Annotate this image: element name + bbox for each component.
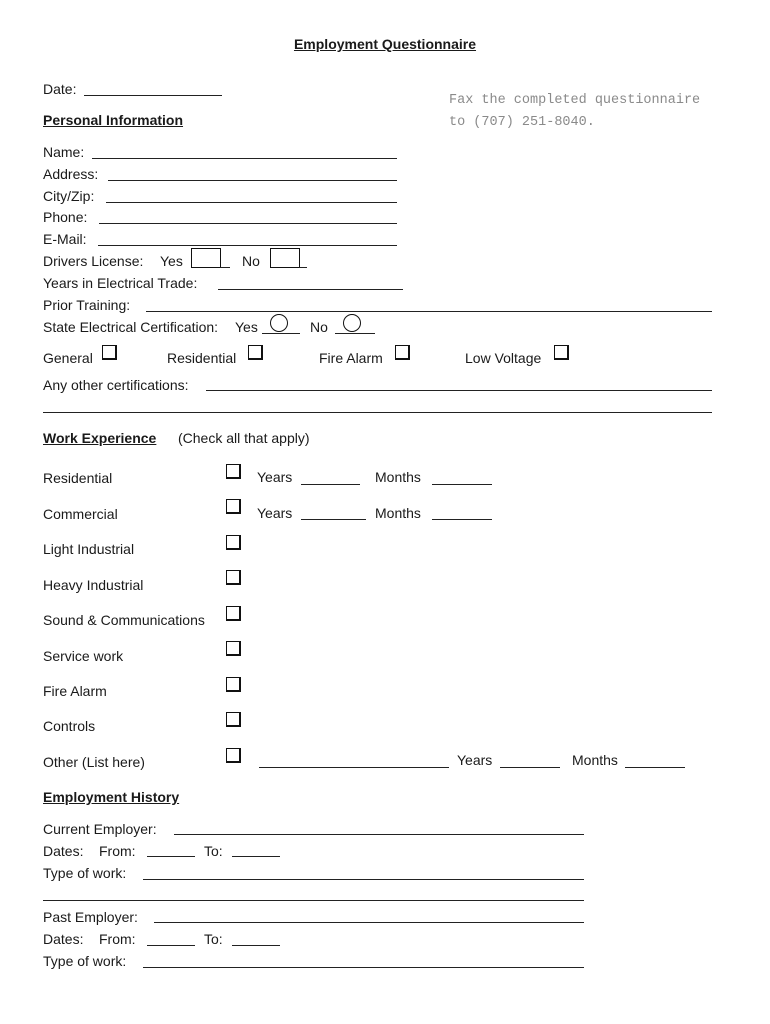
past-employer-label: Past Employer:	[43, 909, 138, 925]
phone-field[interactable]	[99, 223, 397, 224]
cert-fire-alarm-label: Fire Alarm	[319, 350, 383, 366]
from-label: From:	[99, 931, 136, 947]
cert-general-label: General	[43, 350, 93, 366]
current-to-field[interactable]	[232, 856, 280, 857]
work-service-checkbox[interactable]	[226, 641, 241, 656]
phone-label: Phone:	[43, 209, 88, 225]
past-employer-field[interactable]	[154, 922, 584, 923]
from-label: From:	[99, 843, 136, 859]
current-type-field[interactable]	[143, 879, 584, 880]
no-underline	[299, 267, 307, 268]
work-residential-checkbox[interactable]	[226, 464, 241, 479]
other-months-field[interactable]	[625, 767, 685, 768]
work-experience-note: (Check all that apply)	[178, 430, 310, 446]
cert-low-voltage-label: Low Voltage	[465, 350, 542, 366]
state-cert-no-label: No	[310, 319, 328, 335]
state-cert-label: State Electrical Certification:	[43, 319, 219, 335]
email-label: E-Mail:	[43, 231, 87, 247]
type-of-work-label: Type of work:	[43, 953, 127, 969]
drivers-license-yes-label: Yes	[160, 253, 183, 269]
work-sound-comm-checkbox[interactable]	[226, 606, 241, 621]
work-item-label: Service work	[43, 648, 124, 664]
years-trade-field[interactable]	[218, 289, 403, 290]
employment-history-heading: Employment History	[43, 789, 180, 805]
current-from-field[interactable]	[147, 856, 195, 857]
address-label: Address:	[43, 166, 99, 182]
other-certs-field-2[interactable]	[43, 412, 712, 413]
prior-training-label: Prior Training:	[43, 297, 131, 313]
past-to-field[interactable]	[232, 945, 280, 946]
work-commercial-checkbox[interactable]	[226, 499, 241, 514]
years-trade-label: Years in Electrical Trade:	[43, 275, 198, 291]
cert-residential-checkbox[interactable]	[248, 345, 263, 360]
months-label: Months	[375, 469, 421, 485]
work-item-label: Light Industrial	[43, 541, 135, 557]
work-heavy-industrial-checkbox[interactable]	[226, 570, 241, 585]
state-cert-no-underline	[335, 333, 375, 334]
work-light-industrial-checkbox[interactable]	[226, 535, 241, 550]
work-controls-checkbox[interactable]	[226, 712, 241, 727]
cityzip-label: City/Zip:	[43, 188, 95, 204]
cert-fire-alarm-checkbox[interactable]	[395, 345, 410, 360]
prior-training-field[interactable]	[146, 311, 712, 312]
work-experience-heading: Work Experience	[43, 430, 157, 446]
years-label: Years	[257, 505, 293, 521]
commercial-years-field[interactable]	[301, 519, 366, 520]
page-title: Employment Questionnaire	[293, 36, 477, 52]
other-years-field[interactable]	[500, 767, 560, 768]
fax-note: Fax the completed questionnaire to (707) 251-8040.	[449, 93, 701, 130]
drivers-license-no-label: No	[242, 253, 260, 269]
months-label: Months	[572, 752, 618, 768]
other-list-field[interactable]	[259, 767, 449, 768]
cert-residential-label: Residential	[167, 350, 237, 366]
other-certs-field[interactable]	[206, 390, 712, 391]
state-cert-yes-label: Yes	[235, 319, 258, 335]
residential-years-field[interactable]	[301, 484, 360, 485]
address-field[interactable]	[108, 180, 397, 181]
work-item-label: Sound & Communications	[43, 612, 205, 628]
email-field[interactable]	[98, 245, 397, 246]
date-field[interactable]	[84, 95, 222, 96]
drivers-license-label: Drivers License:	[43, 253, 144, 269]
to-label: To:	[204, 843, 223, 859]
drivers-license-no-box[interactable]	[270, 248, 300, 268]
current-employer-field[interactable]	[174, 834, 584, 835]
work-other-checkbox[interactable]	[226, 748, 241, 763]
work-item-label: Controls	[43, 718, 96, 734]
months-label: Months	[375, 505, 421, 521]
cert-general-checkbox[interactable]	[102, 345, 117, 360]
personal-info-heading: Personal Information	[43, 112, 184, 128]
drivers-license-yes-box[interactable]	[191, 248, 221, 268]
years-label: Years	[457, 752, 493, 768]
current-employer-label: Current Employer:	[43, 821, 157, 837]
residential-months-field[interactable]	[432, 484, 492, 485]
current-type-field-2[interactable]	[43, 900, 584, 901]
date-label: Date:	[43, 81, 77, 97]
other-certs-label: Any other certifications:	[43, 377, 189, 393]
years-label: Years	[257, 469, 293, 485]
past-type-field[interactable]	[143, 967, 584, 968]
work-item-label: Commercial	[43, 506, 118, 522]
cityzip-field[interactable]	[106, 202, 397, 203]
dates-label: Dates:	[43, 931, 84, 947]
commercial-months-field[interactable]	[432, 519, 492, 520]
to-label: To:	[204, 931, 223, 947]
state-cert-no-radio[interactable]	[343, 314, 361, 332]
work-item-label: Heavy Industrial	[43, 577, 144, 593]
name-field[interactable]	[92, 158, 397, 159]
state-cert-yes-radio[interactable]	[270, 314, 288, 332]
state-cert-yes-underline	[262, 333, 300, 334]
past-from-field[interactable]	[147, 945, 195, 946]
yes-underline	[220, 267, 230, 268]
dates-label: Dates:	[43, 843, 84, 859]
work-item-label: Other (List here)	[43, 754, 145, 770]
work-item-label: Fire Alarm	[43, 683, 107, 699]
name-label: Name:	[43, 144, 85, 160]
work-fire-alarm-checkbox[interactable]	[226, 677, 241, 692]
cert-low-voltage-checkbox[interactable]	[554, 345, 569, 360]
work-item-label: Residential	[43, 470, 113, 486]
type-of-work-label: Type of work:	[43, 865, 127, 881]
